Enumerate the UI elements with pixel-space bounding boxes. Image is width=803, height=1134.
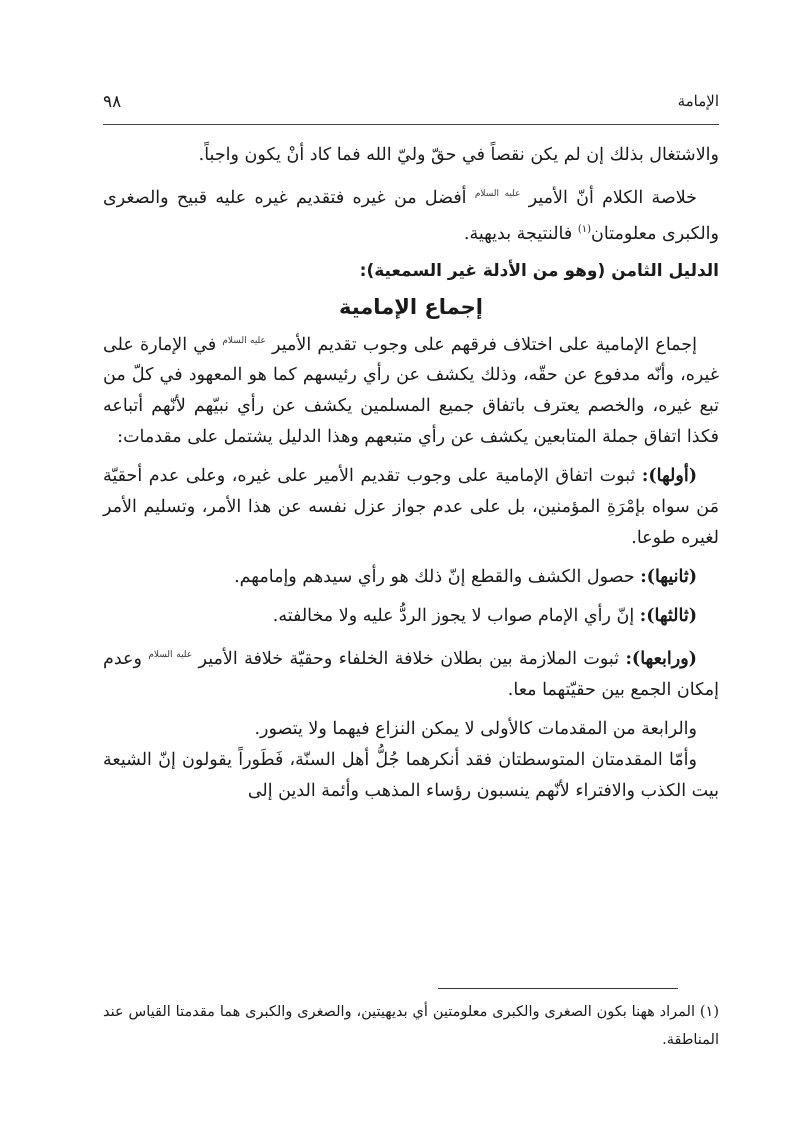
premise-text: ثبوت اتفاق الإمامية على وجوب تقديم الأمير على غيره، وعلى عدم أحقيّة مَن سواه بإمْرَةِ المؤمنين، بل على عدم جواز عزل نفسه عن هذا الأمر، وتسليم الأمر لغيره طوعا.: [103, 466, 719, 549]
footnote-rule: [438, 988, 678, 989]
body-text: [103, 140, 719, 807]
paragraph-fourth-first: والرابعة من المقدمات كالأولى لا يمكن النزاع فيهما ولا يتصور.: [254, 719, 697, 740]
honorific-icon: عليه السلام: [148, 650, 193, 661]
footnote-1: (١) المراد ههنا بكون الصغرى والكبرى معلومتين أي بديهيتين، والصغرى والكبرى هما مقدمتا القياس عند المناطقة.: [103, 1004, 719, 1048]
honorific-icon: عليه السلام: [222, 335, 266, 346]
premise-text: حصول الكشف والقطع إنّ ذلك هو رأي سيدهم وإمامهم.: [234, 567, 635, 588]
ijma-text-b: في الإمارة على غيره، وأنّه مدفوع عن حقّه، وذلك يكشف عن رأي رئيسهم كما هو المعهود في كلّ من تبع غيره، والخصم يعترف باتفاق جميع المسلمين يكشف عن رأي نبيّهم لأنّهم أتباعه فكذا اتفاق جملة المتابعين يكشف عن رأي متبعهم وهذا الدليل يشتمل على مقدمات:: [103, 334, 719, 448]
premise-label: (ورابعها):: [625, 649, 697, 670]
page-number: ٩٨: [103, 92, 122, 112]
premise-4: [103, 640, 719, 706]
title-heading: إجماع الإمامية: [339, 294, 483, 319]
summary-text-a: خلاصة الكلام أنّ الأمير: [528, 187, 697, 208]
section-heading: الدليل الثامن (وهو من الأدلة غير السمعية):: [359, 260, 719, 281]
paragraph-ijma: [103, 326, 719, 454]
premise-3: [103, 601, 719, 632]
premise-2: [103, 562, 719, 593]
premise-text: ثبوت الملازمة بين بطلان خلافة الخلفاء وحقيّة خلافة الأمير: [198, 649, 620, 670]
premise-label: (ثالثها):: [639, 606, 697, 627]
ijma-text-a: إجماع الإمامية على اختلاف فرقهم على وجوب تقديم الأمير: [272, 334, 697, 355]
paragraph-middle-premises: وأمّا المقدمتان المتوسطتان فقد أنكرهما جُلُّ أهل السنّة، فَطَوراً يقولون إنّ الشيعة بيت الكذب والافتراء لأنّهم ينسبون رؤساء المذهب وأئمة الدين إلى: [103, 750, 719, 802]
paragraph-summary: [103, 179, 719, 250]
premise-1: [103, 461, 719, 554]
premise-text: إنّ رأي الإمام صواب لا يجوز الردُّ عليه ولا مخالفته.: [272, 606, 635, 627]
honorific-icon: عليه السلام: [474, 189, 521, 199]
summary-text-b: أفضل من غيره فتقديم غيره عليه قبيح والصغرى والكبرى معلومتان: [103, 187, 719, 244]
running-head: [103, 92, 719, 118]
running-title: الإمامة: [677, 92, 719, 110]
paragraph-continuation: والاشتغال بذلك إن لم يكن نقصاً في حقّ وليّ الله فما كاد أنْ يكون واجباً.: [198, 145, 719, 165]
book-page: [103, 0, 719, 1134]
summary-text-c: فالنتيجة بديهية.: [463, 223, 573, 244]
premise-text-b: وعدم إمكان الجمع بين حقيّتهما معا.: [103, 649, 719, 701]
footnote-reference[interactable]: (١): [577, 223, 591, 235]
header-rule: [103, 124, 719, 125]
premise-label: (ثانيها):: [640, 567, 697, 588]
premise-label: (أولها):: [641, 466, 697, 487]
